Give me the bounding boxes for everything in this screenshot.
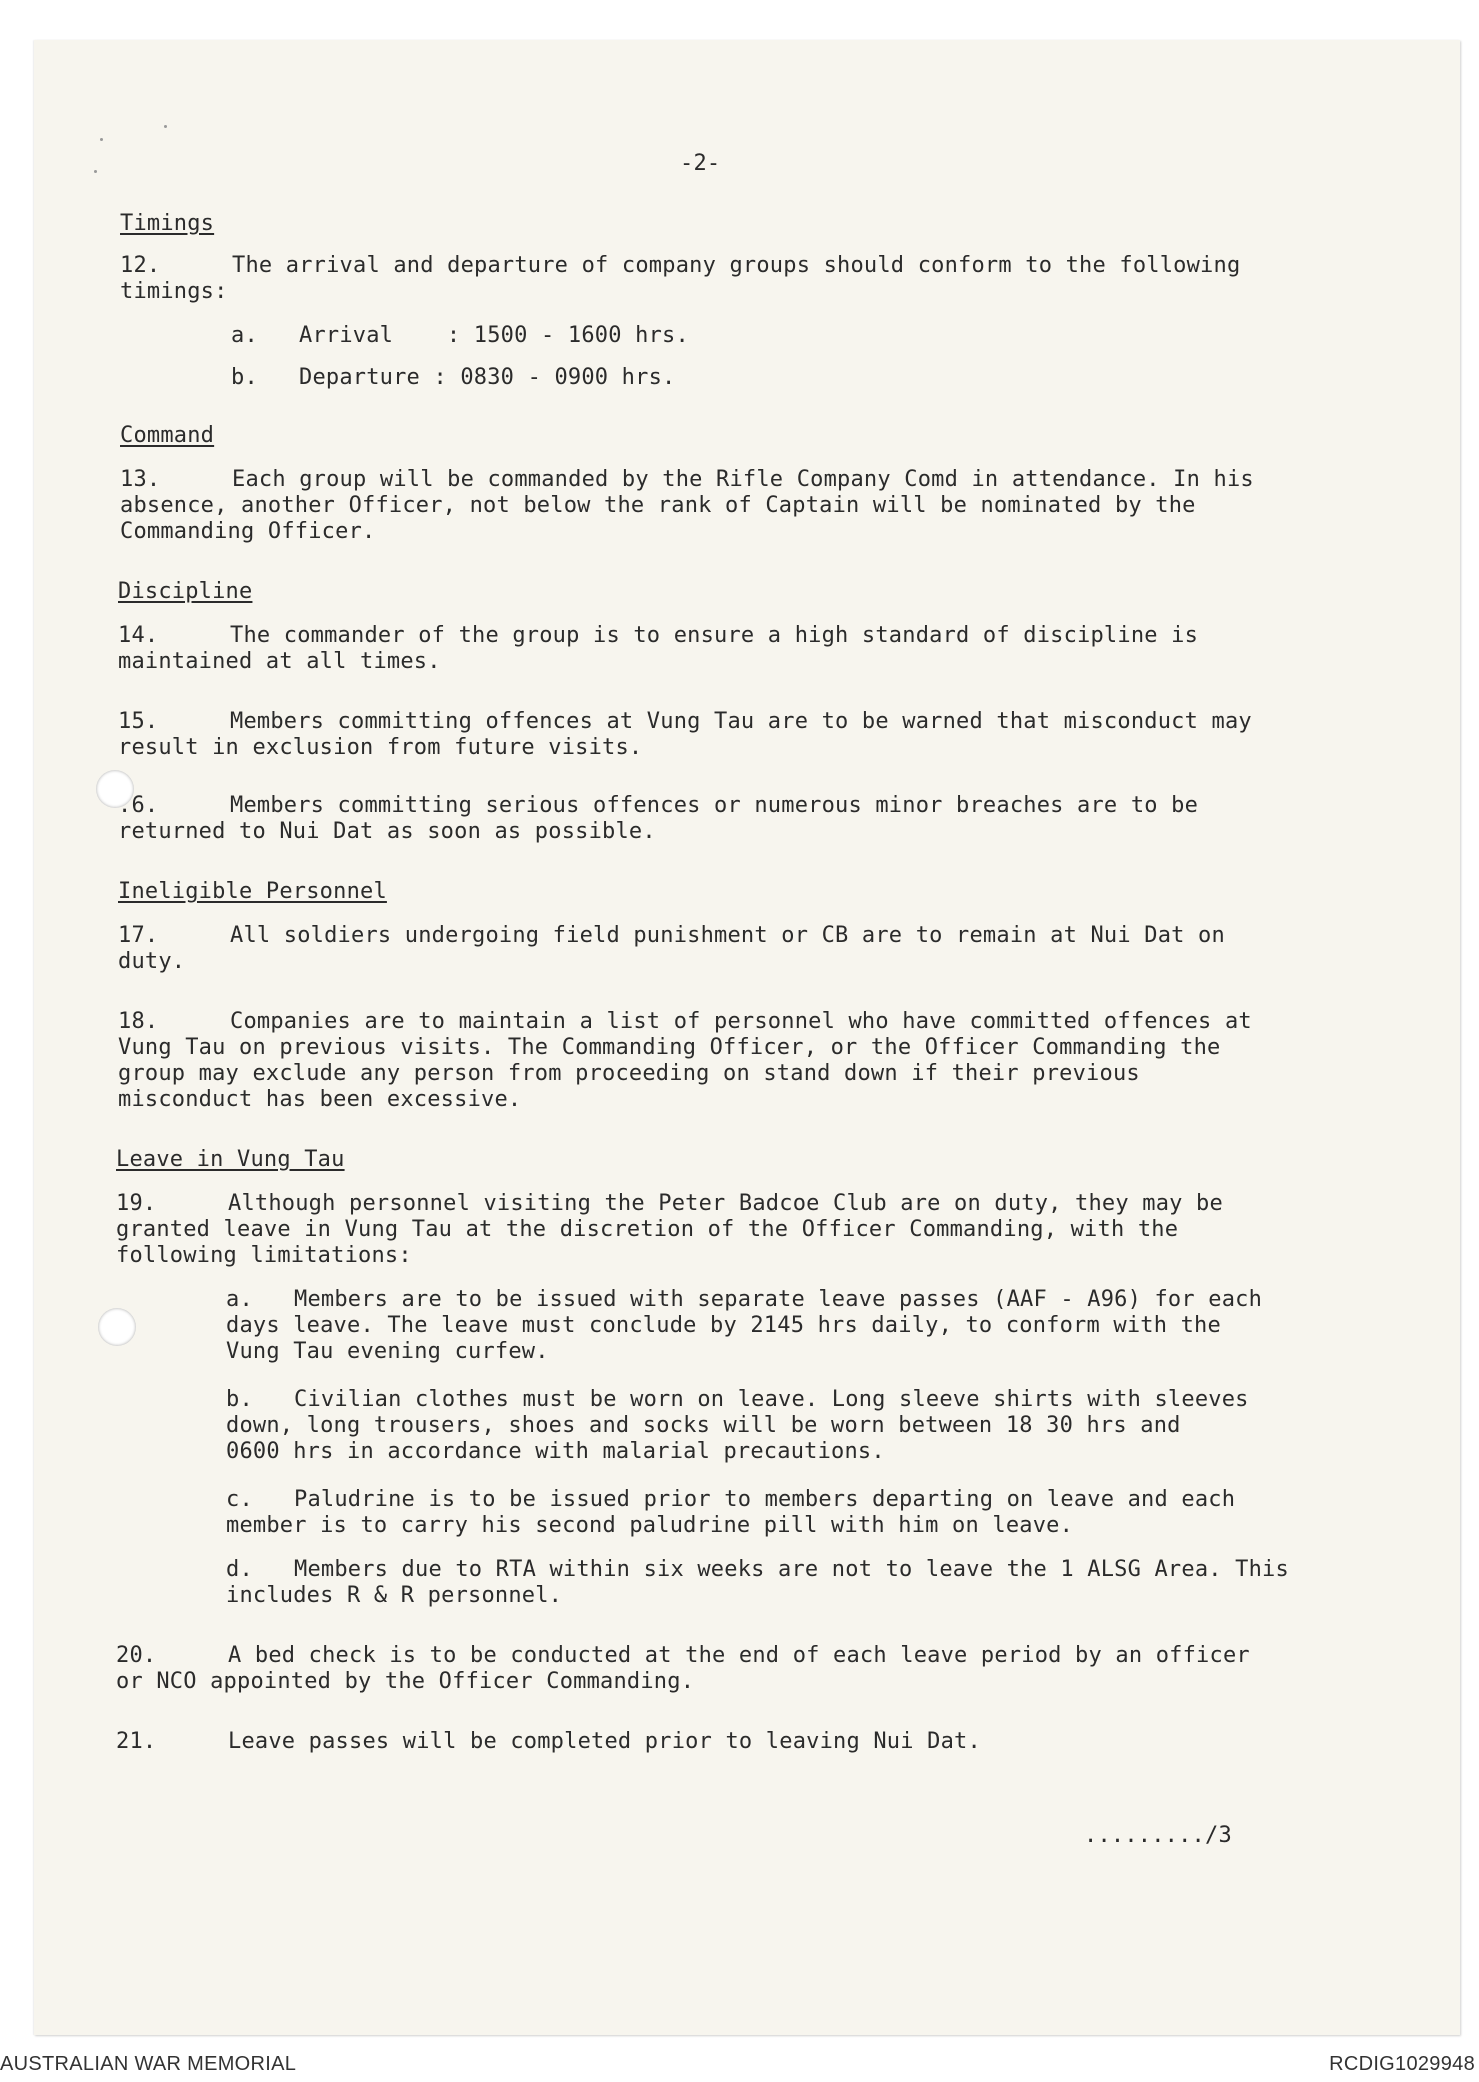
paragraph-number: 20. (116, 1643, 157, 1668)
paragraph-15-line-1: 15. Members committing offences at Vung Tau are to be warned that misconduct may (118, 709, 1252, 734)
paragraph-15-line-2: result in exclusion from future visits. (118, 735, 643, 760)
continuation-marker: ........./3 (1084, 1823, 1232, 1848)
footer-id: RCDIG1029948 (1329, 2053, 1475, 2075)
heading-command: Command (120, 423, 215, 448)
paragraph-13-line-2: absence, another Officer, not below the rank of Captain will be nominated by the (120, 493, 1196, 518)
leave-item-a-line-3: Vung Tau evening curfew. (226, 1339, 549, 1364)
paper-speck (100, 138, 103, 141)
paragraph-17-line-2: duty. (118, 949, 186, 974)
paragraph-21: 21. Leave passes will be completed prior to leaving Nui Dat. (116, 1729, 981, 1754)
paragraph-20-line-2: or NCO appointed by the Officer Commanding. (116, 1669, 695, 1694)
paragraph-number: 14. (118, 623, 159, 648)
paragraph-18-line-1: 18. Companies are to maintain a list of personnel who have committed offences at (118, 1009, 1252, 1034)
paragraph-12-line-1: 12. The arrival and departure of company groups should conform to the following (120, 253, 1241, 278)
leave-item-a-line-1: a. Members are to be issued with separate leave passes (AAF - A96) for each (226, 1287, 1263, 1312)
leave-item-c-line-2: member is to carry his second paludrine pill with him on leave. (226, 1513, 1074, 1538)
paragraph-14-line-1: 14. The commander of the group is to ensure a high standard of discipline is (118, 623, 1199, 648)
leave-item-b-line-2: down, long trousers, shoes and socks will be worn between 18 30 hrs and (226, 1413, 1181, 1438)
paragraph-number: 19. (116, 1191, 157, 1216)
paragraph-20-line-1: 20. A bed check is to be conducted at the end of each leave period by an officer (116, 1643, 1250, 1668)
paper-speck (94, 170, 97, 173)
heading-ineligible-personnel: Ineligible Personnel (118, 879, 387, 904)
paragraph-number: 21. (116, 1729, 157, 1754)
paragraph-12-line-2: timings: (120, 279, 228, 304)
leave-item-b-line-3: 0600 hrs in accordance with malarial precautions. (226, 1439, 885, 1464)
paper-speck (164, 125, 167, 128)
paragraph-13-line-3: Commanding Officer. (120, 519, 376, 544)
paragraph-number: 12. (120, 253, 161, 278)
paragraph-16-line-2: returned to Nui Dat as soon as possible. (118, 819, 656, 844)
paragraph-19-line-2: granted leave in Vung Tau at the discretion of the Officer Commanding, with the (116, 1217, 1179, 1242)
paragraph-16-line-1: .6. Members committing serious offences or numerous minor breaches are to be (118, 793, 1199, 818)
leave-item-b-line-1: b. Civilian clothes must be worn on leave. Long sleeve shirts with sleeves (226, 1387, 1249, 1412)
paragraph-number: 13. (120, 467, 161, 492)
paragraph-17-line-1: 17. All soldiers undergoing field punishment or CB are to remain at Nui Dat on (118, 923, 1225, 948)
paragraph-number: 15. (118, 709, 159, 734)
punch-hole (98, 1308, 136, 1346)
document-page (34, 40, 1460, 2035)
paragraph-19-line-3: following limitations: (116, 1243, 412, 1268)
leave-item-d-line-1: d. Members due to RTA within six weeks are not to leave the 1 ALSG Area. This (226, 1557, 1289, 1582)
paragraph-19-line-1: 19. Although personnel visiting the Peter Badcoe Club are on duty, they may be (116, 1191, 1223, 1216)
heading-timings: Timings (120, 211, 215, 236)
page-number: -2- (680, 151, 721, 176)
paragraph-number: 18. (118, 1009, 159, 1034)
paragraph-18-line-3: group may exclude any person from proceeding on stand down if their previous (118, 1061, 1140, 1086)
leave-item-a-line-2: days leave. The leave must conclude by 2145 hrs daily, to conform with the (226, 1313, 1221, 1338)
paragraph-18-line-2: Vung Tau on previous visits. The Commanding Officer, or the Officer Commanding the (118, 1035, 1221, 1060)
paragraph-number: .6. (118, 793, 159, 818)
paragraph-13-line-1: 13. Each group will be commanded by the Rifle Company Comd in attendance. In his (120, 467, 1254, 492)
timings-departure: b. Departure : 0830 - 0900 hrs. (231, 365, 676, 390)
heading-leave-in-vung-tau: Leave in Vung Tau (116, 1147, 345, 1172)
leave-item-d-line-2: includes R & R personnel. (226, 1583, 563, 1608)
leave-item-c-line-1: c. Paludrine is to be issued prior to members departing on leave and each (226, 1487, 1236, 1512)
heading-discipline: Discipline (118, 579, 253, 604)
footer-source: AUSTRALIAN WAR MEMORIAL (0, 2053, 297, 2075)
timings-arrival: a. Arrival : 1500 - 1600 hrs. (231, 323, 689, 348)
paragraph-18-line-4: misconduct has been excessive. (118, 1087, 522, 1112)
paragraph-number: 17. (118, 923, 159, 948)
paragraph-14-line-2: maintained at all times. (118, 649, 441, 674)
